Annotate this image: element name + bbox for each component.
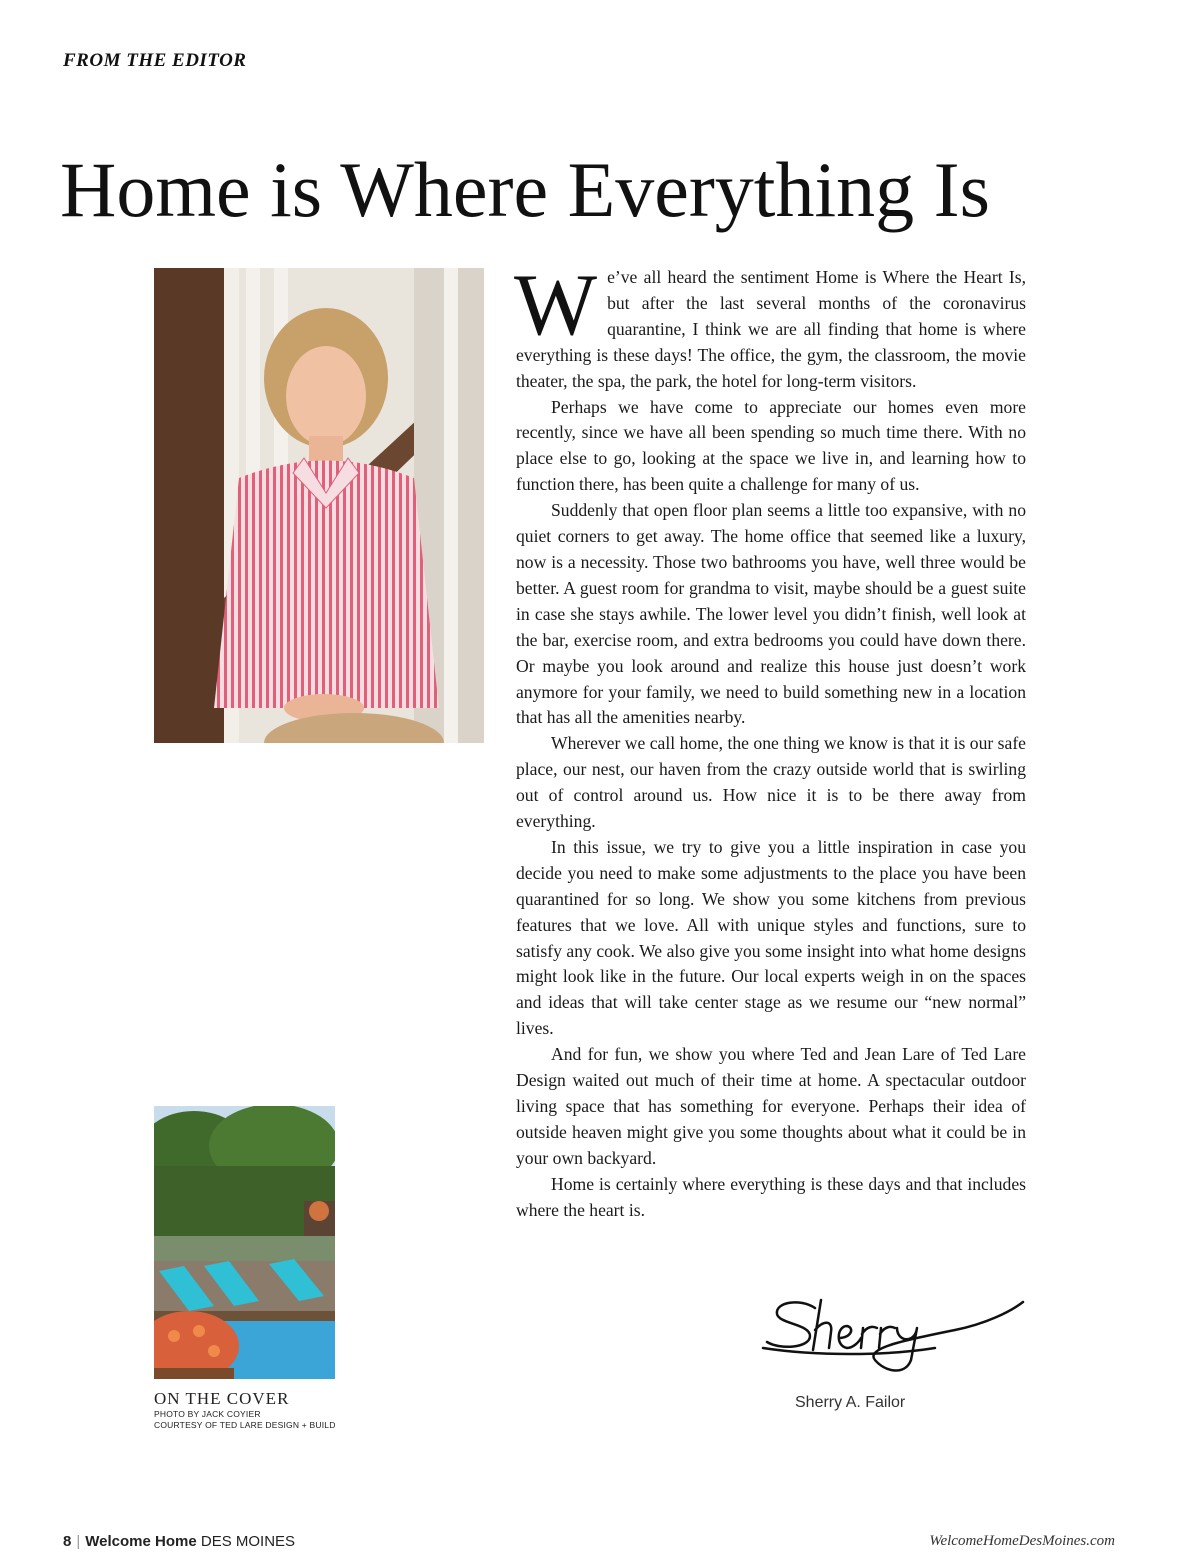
editor-portrait-photo [154, 268, 484, 743]
article-paragraph: Home is certainly where everything is these days and that includes where the heart is. [516, 1173, 1026, 1220]
footer-masthead [63, 1533, 295, 1550]
article-paragraph: Suddenly that open floor plan seems a little too expansive, with no quiet corners to get away. The home office that seemed like a luxury, now is a necessity. Those two bathrooms you have, well three would be better. A guest room for grandma to visit, maybe should be a guest suite in case she stays awhile. The lower level you didn’t finish, well look at the bar, exercise room, and extra bedrooms you could have down there. Or maybe you look around and realize this house just doesn’t work anymore for your family, we need to build something new in a location that has all the amenities nearby. [516, 500, 1026, 728]
cover-courtesy-credit: COURTESY OF TED LARE DESIGN + BUILD [154, 1420, 336, 1430]
cover-photo-credit: PHOTO BY JACK COYIER [154, 1409, 261, 1419]
article-paragraph: And for fun, we show you where Ted and Jean Lare of Ted Lare Design waited out much of their time at home. A spectacular outdoor living space that has something for everyone. Perhaps their idea of outside heaven might give you some thoughts about what it could be in your own backyard. [516, 1044, 1026, 1168]
signer-name: Sherry A. Failor [795, 1394, 906, 1411]
cover-photo [154, 1106, 335, 1379]
magazine-city: DES MOINES [200, 1533, 296, 1550]
section-label: FROM THE EDITOR [63, 50, 247, 71]
cover-caption [154, 1389, 414, 1431]
drop-cap: W [514, 257, 598, 354]
article-paragraph: In this issue, we try to give you a little inspiration in case you decide you need to make some adjustments to the place you have been quarantined for so long. We show you some kitchens from previous features that we love. All with unique styles and functions, sure to satisfy any cook. We also give you some insight into what home designs might look like in the future. Our local experts weigh in on the spaces and ideas that will take center stage as we resume our “new normal” lives. [516, 836, 1026, 1039]
cover-title: ON THE COVER [154, 1389, 290, 1408]
headline: Home is Where Everything Is [60, 146, 990, 233]
editor-signature [755, 1290, 1035, 1380]
page-number: 8 [63, 1533, 72, 1550]
footer-website[interactable]: WelcomeHomeDesMoines.com [929, 1533, 1115, 1549]
article-body [514, 257, 1026, 1224]
magazine-brand: Welcome Home [85, 1533, 197, 1550]
article-paragraph: Wherever we call home, the one thing we know is that it is our safe place, our nest, our haven from the crazy outside world that is swirling out of control around us. How nice it is to be there away from everything. [516, 733, 1026, 832]
footer-separator: | [76, 1533, 81, 1550]
article-paragraph: We’ve all heard the sentiment Home is Where the Heart Is, but after the last several months of the coronavirus quarantine, I think we are all finding that home is where everything is these days! The office, the gym, the classroom, the movie theater, the spa, the park, the hotel for long-term visitors. [514, 257, 1026, 391]
article-paragraph: Perhaps we have come to appreciate our homes even more recently, since we have all been spending so much time there. With no place else to go, looking at the space we live in, and learning how to function there, has been quite a challenge for many of us. [516, 396, 1026, 495]
